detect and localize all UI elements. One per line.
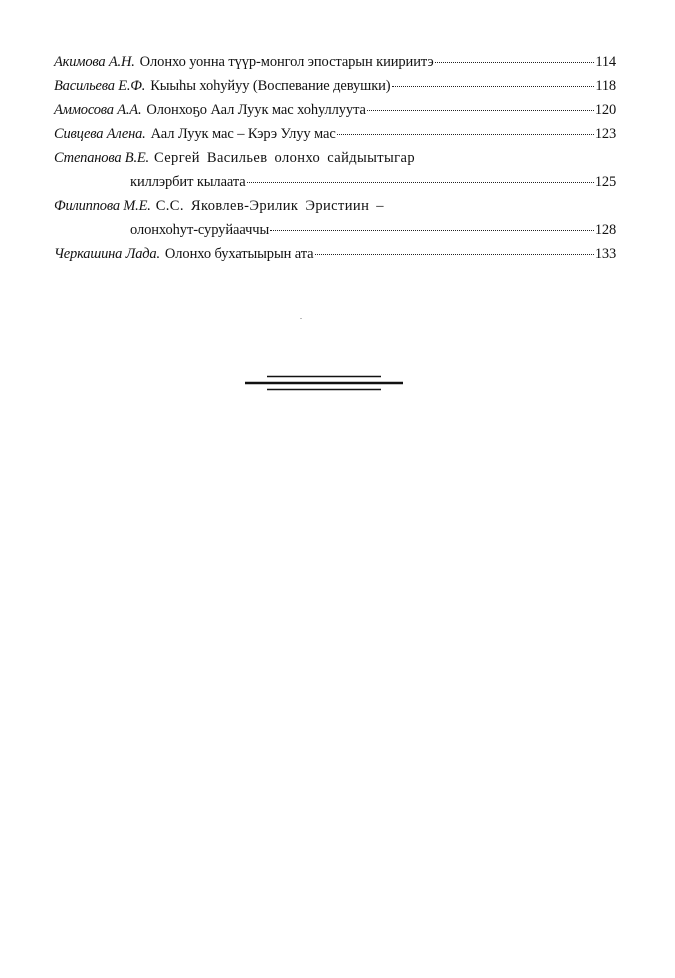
toc-author: Степанова В.Е. bbox=[54, 150, 149, 166]
toc-author: Васильева Е.Ф. bbox=[54, 78, 146, 94]
toc-page-number: 123 bbox=[594, 126, 616, 142]
toc-title: Олонхо бухатыырын ата bbox=[164, 246, 314, 262]
toc-page-number: 120 bbox=[594, 102, 616, 118]
toc-title: Олонхоҕо Аал Луук мас хоһуллуута bbox=[146, 102, 366, 118]
toc-entry-first-line bbox=[54, 146, 616, 170]
toc-title: Аал Луук мас – Кэрэ Улуу мас bbox=[150, 126, 336, 142]
toc-entry[interactable] bbox=[54, 50, 616, 74]
toc-author: Черкашина Лада. bbox=[54, 246, 160, 262]
toc-title: Кыыһы хоһуйуу (Воспевание девушки) bbox=[150, 78, 391, 94]
toc-entry[interactable] bbox=[54, 74, 616, 98]
toc-page-number: 114 bbox=[595, 54, 616, 70]
dot-leader bbox=[337, 130, 594, 135]
toc-page-number: 118 bbox=[595, 78, 616, 94]
dot-leader bbox=[435, 58, 595, 63]
scan-speck bbox=[300, 318, 302, 319]
toc-entry-first-line bbox=[54, 194, 616, 218]
table-of-contents bbox=[54, 50, 616, 266]
dot-leader bbox=[392, 82, 595, 87]
toc-author: Акимова А.Н. bbox=[54, 54, 135, 70]
toc-page-number: 125 bbox=[594, 174, 616, 190]
dot-leader bbox=[270, 226, 594, 231]
toc-page-number: 133 bbox=[594, 246, 616, 262]
toc-entry-continuation bbox=[54, 170, 616, 194]
section-divider-ornament bbox=[245, 374, 403, 394]
toc-entry-continuation bbox=[54, 218, 616, 242]
toc-entry[interactable] bbox=[54, 98, 616, 122]
toc-title-continuation: киллэрбит кылаата bbox=[130, 174, 246, 190]
toc-page-number: 128 bbox=[594, 222, 616, 238]
toc-entry[interactable] bbox=[54, 194, 616, 242]
toc-title: Сергей Васильев олонхо сайдыытыгар bbox=[153, 150, 415, 166]
toc-author: Аммосова А.А. bbox=[54, 102, 142, 118]
toc-author: Филиппова М.Е. bbox=[54, 198, 151, 214]
dot-leader bbox=[247, 178, 594, 183]
dot-leader bbox=[367, 106, 594, 111]
toc-title-continuation: олонхоһут-суруйааччы bbox=[130, 222, 270, 238]
dot-leader bbox=[315, 250, 594, 255]
toc-author: Сивцева Алена. bbox=[54, 126, 146, 142]
toc-title: С.С. Яковлев-Эрилик Эристиин – bbox=[155, 198, 384, 214]
toc-title: Олонхо уонна түүр-монгол эпостарын киириитэ bbox=[139, 54, 434, 70]
toc-entry[interactable] bbox=[54, 146, 616, 194]
toc-entry[interactable] bbox=[54, 242, 616, 266]
toc-entry[interactable] bbox=[54, 122, 616, 146]
